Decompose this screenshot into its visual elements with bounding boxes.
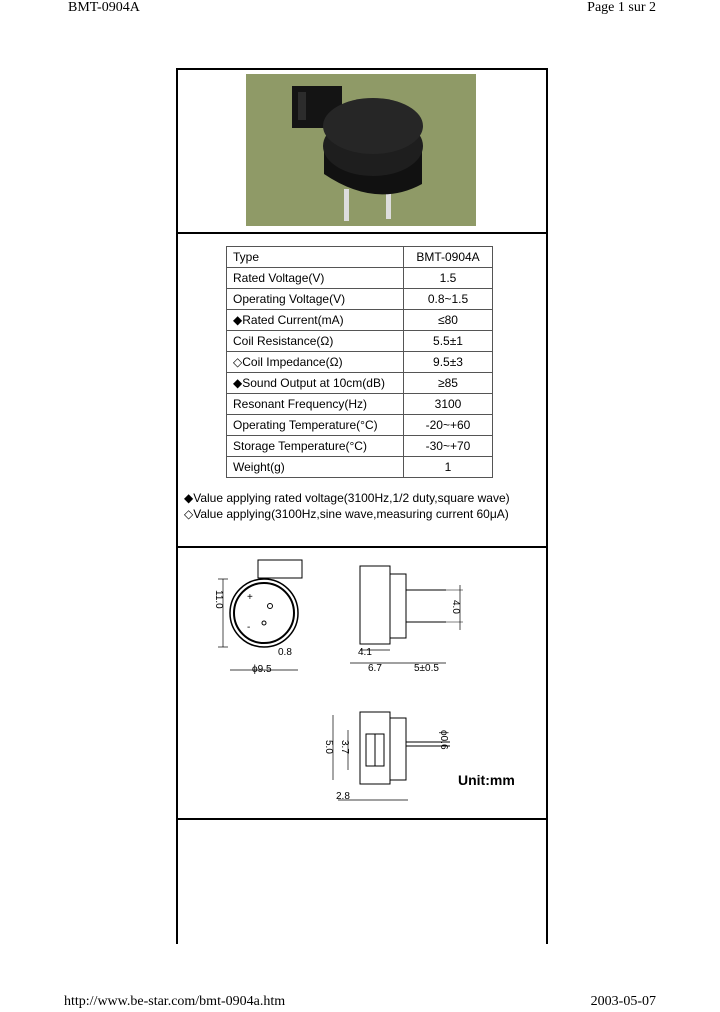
spec-param: Operating Voltage(V)	[227, 289, 404, 310]
spec-param: Type	[227, 247, 404, 268]
spec-value: 1.5	[404, 268, 493, 289]
unit-label: Unit:mm	[458, 772, 515, 788]
dim-pitch: 4.0	[450, 600, 461, 614]
spec-value: 0.8~1.5	[404, 289, 493, 310]
header-title: BMT-0904A	[68, 0, 140, 15]
spec-param: ◆Sound Output at 10cm(dB)	[227, 373, 404, 394]
dim-height: 11.0	[213, 590, 224, 609]
spec-value: -30~+70	[404, 436, 493, 457]
dim-wire: ϕ0.6	[438, 730, 449, 750]
dim-3-7: 3.7	[339, 740, 350, 754]
spec-value: 9.5±3	[404, 352, 493, 373]
spec-value: 5.5±1	[404, 331, 493, 352]
spec-param: Rated Voltage(V)	[227, 268, 404, 289]
dim-4-1: 4.1	[358, 647, 372, 658]
spec-value: 1	[404, 457, 493, 478]
header-page: Page 1 sur 2	[587, 0, 656, 15]
dimension-drawings	[178, 70, 546, 944]
spec-value: BMT-0904A	[404, 247, 493, 268]
note-rated: ◆Value applying rated voltage(3100Hz,1/2 duty,square wave)	[184, 491, 510, 505]
spec-param: Resonant Frequency(Hz)	[227, 394, 404, 415]
dim-6-7: 6.7	[368, 663, 382, 674]
spec-value: -20~+60	[404, 415, 493, 436]
spec-param: Weight(g)	[227, 457, 404, 478]
dim-diameter: ϕ9.5	[252, 664, 272, 675]
dim-pin: 0.8	[278, 647, 292, 658]
footer-date: 2003-05-07	[590, 994, 656, 1009]
spec-param: Storage Temperature(°C)	[227, 436, 404, 457]
footer-url: http://www.be-star.com/bmt-0904a.htm	[64, 994, 286, 1009]
spec-value: ≥85	[404, 373, 493, 394]
minus-sign: -	[247, 622, 251, 633]
spec-param: Coil Resistance(Ω)	[227, 331, 404, 352]
spec-param: ◆Rated Current(mA)	[227, 310, 404, 331]
spec-param: ◇Coil Impedance(Ω)	[227, 352, 404, 373]
dim-2-8: 2.8	[336, 791, 350, 802]
plus-sign: +	[247, 592, 253, 603]
spec-param: Operating Temperature(°C)	[227, 415, 404, 436]
spec-value: 3100	[404, 394, 493, 415]
datasheet-frame	[176, 68, 548, 944]
dim-5-0: 5.0	[323, 740, 334, 754]
dim-lead: 5±0.5	[414, 663, 439, 674]
note-sine: ◇Value applying(3100Hz,sine wave,measuring current 60μA)	[184, 507, 509, 521]
spec-value: ≤80	[404, 310, 493, 331]
